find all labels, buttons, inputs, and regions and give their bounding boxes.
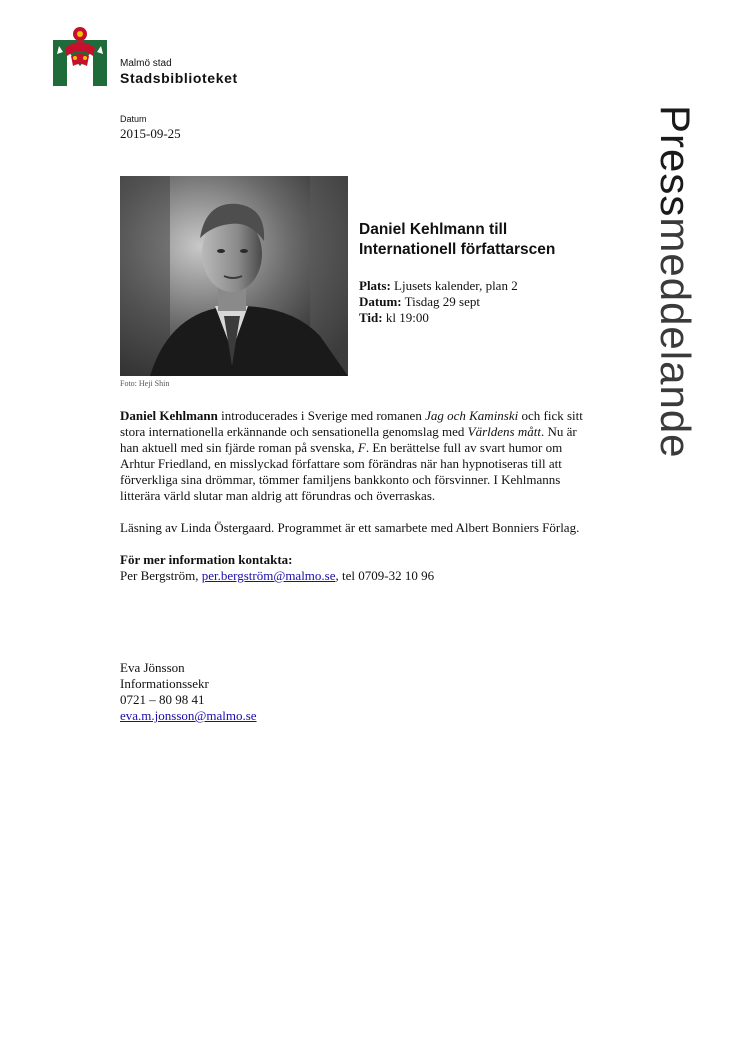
signature-phone: 0721 – 80 98 41 <box>120 692 205 707</box>
contact-line <box>120 568 590 584</box>
contact-name: Per Bergström, <box>120 568 202 583</box>
org-city: Malmö stad <box>120 58 172 69</box>
text-segment: . Nu är han aktuell med sin fjärde roman på svenska, <box>120 424 577 455</box>
event-place <box>359 278 518 294</box>
event-time <box>359 310 518 326</box>
headline-line-2: Internationell författarscen <box>359 241 556 258</box>
text-segment: introducerades i Sverige med romanen <box>217 408 426 423</box>
paragraph-reading: Läsning av Linda Östergaard. Programmet är ett samarbete med Albert Bonniers Förlag. <box>120 520 580 535</box>
press-release-title <box>652 105 699 545</box>
contact-heading <box>120 552 590 568</box>
book-title: Världens mått <box>467 424 541 439</box>
title-press: Press <box>652 105 699 218</box>
text-segment: och fick sitt stora internationella erkännande och sensationella genomslag med <box>120 408 583 439</box>
time-label: Tid: <box>359 310 383 325</box>
book-title: F <box>357 440 366 455</box>
contact-heading-text: För mer information kontakta: <box>120 552 293 567</box>
signature-title: Informationssekr <box>120 676 209 691</box>
body-text <box>120 408 590 584</box>
signature-block <box>120 660 257 724</box>
date-value: 2015-09-25 <box>120 126 181 141</box>
org-library: Stadsbiblioteket <box>120 70 238 86</box>
headline <box>359 220 639 260</box>
author-name: Daniel Kehlmann <box>120 408 218 423</box>
event-date-label: Datum: <box>359 294 402 309</box>
event-date <box>359 294 518 310</box>
time-value: kl 19:00 <box>385 310 429 325</box>
organization-name <box>120 58 238 86</box>
author-photo <box>120 176 348 376</box>
signature-email-link[interactable]: eva.m.jonsson@malmo.se <box>120 708 257 723</box>
text-segment: . En berättelse full av svart humor om Arhtur Friedland, en misslyckad författare som förändras när han hypnotiseras till att förverkliga sina drömmar, tömmer familjens bankkonto och försvinner. I Kehlmanns litterära värld slutar man aldrig att förundras och överraskas. <box>120 440 563 503</box>
event-details <box>359 278 518 326</box>
signature-name: Eva Jönsson <box>120 660 185 675</box>
paragraph-intro <box>120 408 590 504</box>
contact-email-link[interactable]: per.bergström@malmo.se <box>201 568 336 583</box>
contact-block <box>120 552 590 584</box>
place-label: Plats: <box>359 278 391 293</box>
photo-caption: Foto: Heji Shin <box>120 379 170 388</box>
book-title: Jag och Kaminski <box>425 408 519 423</box>
date-label: Datum <box>120 114 147 124</box>
headline-line-1: Daniel Kehlmann till <box>359 221 508 238</box>
contact-phone: , tel 0709-32 10 96 <box>335 568 435 583</box>
event-date-value: Tisdag 29 sept <box>404 294 480 309</box>
malmo-logo-icon <box>53 26 107 86</box>
title-meddelande: meddelande <box>652 217 699 459</box>
place-value: Ljusets kalender, plan 2 <box>394 278 518 293</box>
